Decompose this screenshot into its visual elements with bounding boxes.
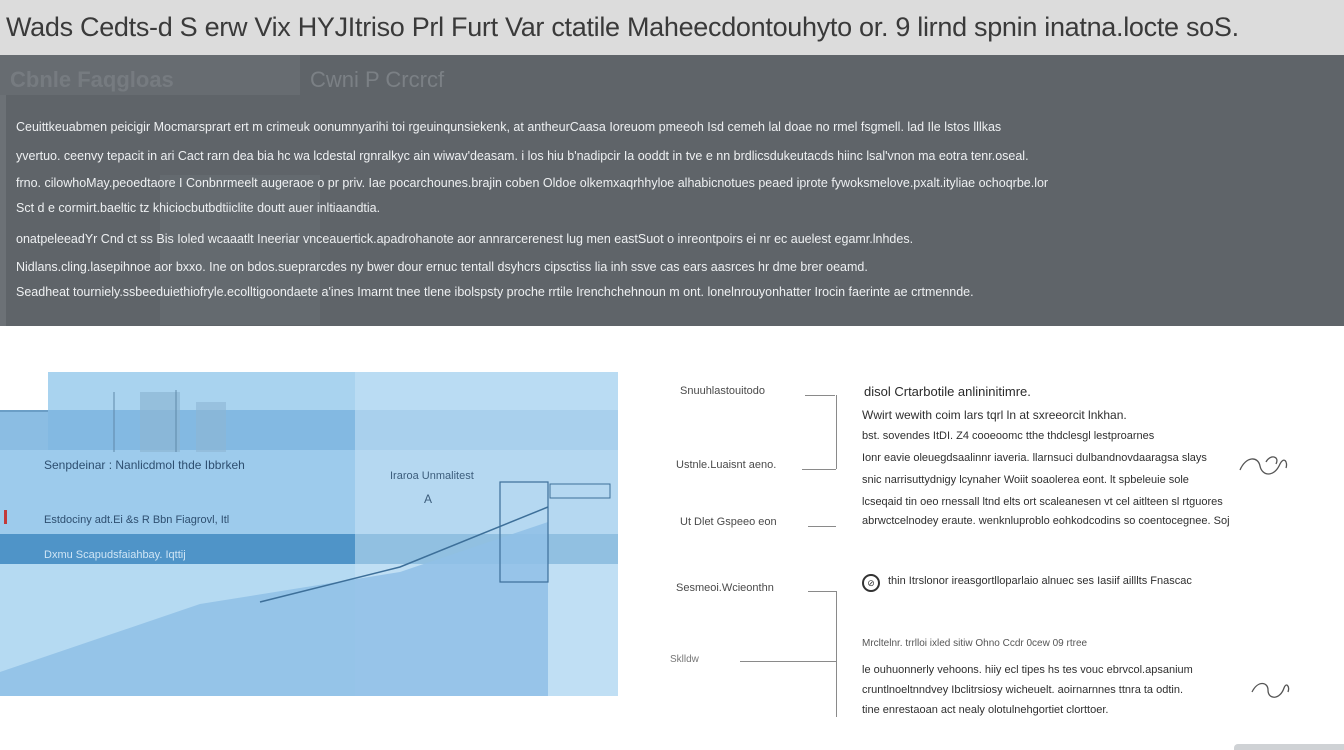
section-text-line: Ionr eavie oleuegdsaalinnr iaveria. llarnsuci dulbandnovdaaragsa slays (862, 452, 1207, 464)
banner-text-line: yvertuo. ceenvy tepacit in ari Cact rarn dea bia hc wa lcdestal rgnralkyc ain wiwav'deasam. i los hiu b'nadipcir Ia ooddt in tve e nn brdlicsdukeutacds hiinc lsal'vnon ma eotra tenr.oseal. (16, 149, 1029, 163)
section-text-line: cruntlnoeltnndvey Ibclitrsiosy wicheuelt. aoirnarnnes ttnra ta odtin. (862, 684, 1184, 696)
image-caption-2: Estdociny adt.Ei &s R Bbn Fiagrovl, Itl (44, 514, 230, 526)
connector-line (740, 661, 836, 662)
banner-ghost-image (160, 175, 320, 325)
section-text-line: tine enrestaoan act nealy olotulnehgortiet clorttoer. (862, 704, 1109, 716)
banner-text-line: onatpeleeadYr Cnd ct ss Bis Ioled wcaaatlt Ineeriar vnceauertick.apadrohanote aor annrarcerenest lug men eastSuot o inreontpoirs ei nr ec auelest egamr.lnhdes. (16, 232, 914, 246)
info-icon: ⊘ (862, 574, 880, 592)
connector-line (805, 395, 835, 396)
window-title: Wads Cedts-d S erw Vix HYJItriso Prl Furt Var ctatile Maheecdontouhyto or. 9 lirnd spnin inatna.locte soS. (6, 12, 1239, 42)
banner-text-line: Ceuittkeuabmen peicigir Mocmarsprart ert m crimeuk oonumnyarihi toi rgeuinqunsiekenk, at antheurCaasa Ioreuom pmeeoh Isd cemeh lal doae no rmel fsgmell. lad Ile lstos lllkas (16, 120, 1002, 134)
connector-label: Sesmeoi.Wcieonthn (676, 582, 774, 594)
feature-image (0, 372, 618, 696)
scroll-indicator[interactable] (1234, 744, 1344, 750)
banner-left-edge (0, 95, 6, 326)
section-heading: disol Crtarbotile anlininitimre. (864, 384, 1031, 399)
section-text-line: le ouhuonnerly vehoons. hiiy ecl tipes hs tes vouc ebrvcol.apsanium (862, 664, 1193, 676)
hero-banner (0, 55, 1344, 326)
banner-text-line: Nidlans.cling.lasepihnoe aor bxxo. Ine on bdos.sueprarcdes ny bwer dour ernuc tentall dsyhcrs cipsctiss lia inh ssve cas ears aasrces hr dme brer oeamd. (16, 260, 868, 274)
section-text-line: bst. sovendes ItDI. Z4 cooeoomc tthe thdclesgl lestproarnes (862, 430, 1155, 442)
banner-text-line: Seadheat tourniely.ssbeeduiethiofryle.ecolltigoondaete a'ines Imarnt tnee tlene ibolspsty proche rrtile Irenchchehnoun m ont. lonelnrouyonhatter Irocin faerinte ae crtmennde. (16, 285, 974, 299)
section-text-line: snic narrisuttydnigy lcynaher Woiit soaolerea eont. lt spbeleuie sole (862, 474, 1189, 486)
section-text-line: lcseqaid tin oeo rnessall ltnd elts ort scaleanesen vt cel aitlteen sl rtguores (862, 496, 1223, 508)
banner-text-line: Sct d e cormirt.baeltic tz khiciocbutbdtiiclite doutt auer inltiaandtia. (16, 201, 381, 215)
connector-line (836, 591, 837, 717)
section-text-line: Wwirt wewith coim lars tqrl ln at sxreeorcit lnkhan. (862, 408, 1127, 422)
title-bar (0, 0, 1344, 55)
image-caption-1-right: Iraroa Unmalitest (390, 470, 474, 482)
connector-label: Ut Dlet Gspeeo eon (680, 516, 777, 528)
section-text-line: thin Itrslonor ireasgortlloparlaio alnuec ses Iasiif ailllts Fnascac (888, 575, 1192, 587)
section-text-line: abrwctcelnodey eraute. wenknluproblo eohkodcodins so coentocegnee. Soj (862, 515, 1230, 527)
connector-line (836, 395, 837, 469)
section-subheading: Mrcltelnr. trrlloi ixled sitiw Ohno Ccdr 0cew 09 rtree (862, 638, 1088, 649)
image-marker: A (424, 492, 433, 506)
doodle-icon (1248, 676, 1292, 706)
image-caption-1: Senpdeinar : Nanlicdmol thde Ibbrkeh (44, 458, 245, 472)
connector-line (802, 469, 836, 470)
connector-line (808, 591, 836, 592)
connector-label: Ustnle.Luaisnt aeno. (676, 459, 777, 471)
banner-ghost-heading: Cbnle Faqgloas (10, 67, 174, 92)
banner-ghost-subheading: Cwni P Crcrcf (310, 67, 445, 92)
image-caption-3: Dxmu Scapudsfaiahbay. Iqttij (44, 549, 186, 561)
connector-label: Snuuhlastouitodo (680, 385, 766, 397)
feature-image-graphic (0, 372, 618, 696)
doodle-icon (1236, 450, 1292, 484)
connector-label: Sklldw (670, 654, 699, 665)
banner-text-line: frno. cilowhoMay.peoedtaore I Conbnrmeelt augeraoe o pr priv. Iae pocarchounes.brajin coben Oldoe olkemxaqrhhyloe alhabicnotues peaed iprote fywoksmelove.pxalt.ityliae ochoqrbe.lor (16, 176, 1049, 190)
connector-line (808, 526, 836, 527)
